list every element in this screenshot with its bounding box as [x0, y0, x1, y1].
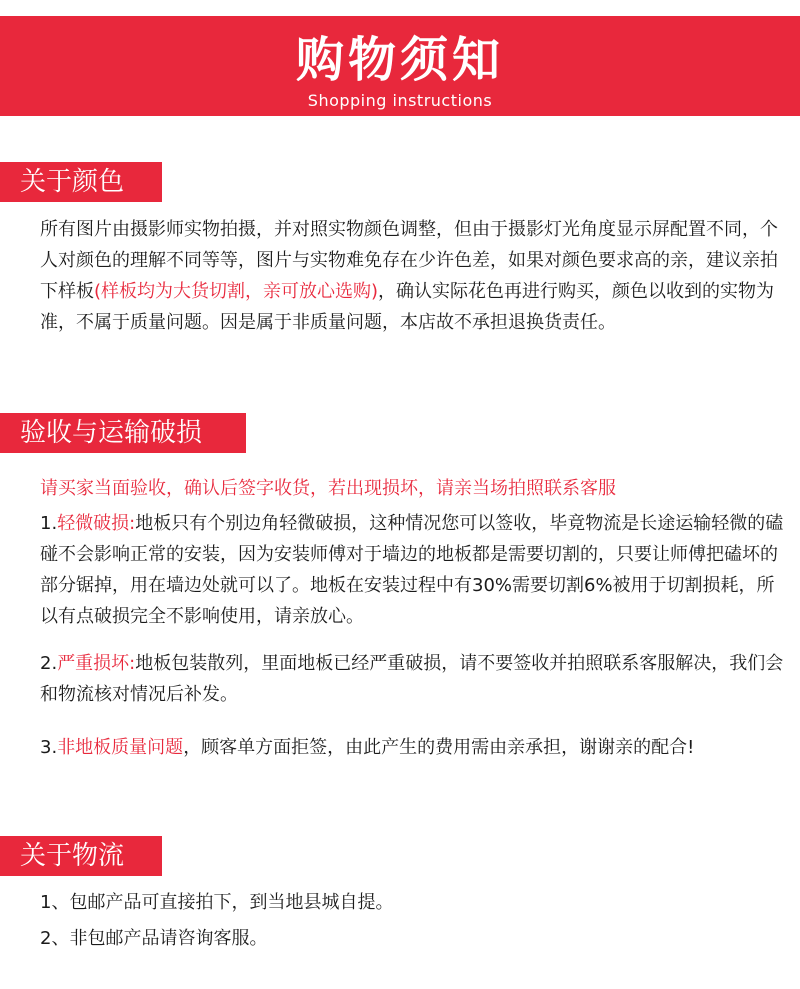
inspection-notice: 请买家当面验收，确认后签字收货，若出现损坏，请亲当场拍照联系客服 [40, 478, 616, 499]
section-color-body [40, 214, 790, 338]
item2-label: 严重损坏: [57, 653, 136, 674]
section-inspection-body [40, 473, 790, 763]
color-text-1: 所有图片由摄影师实物拍摄，并对照实物颜色调整，但由于摄影灯光角度显示屏配置不同，个人对颜色的理解不同等等，图片与实物难免存在少许色差，如果对颜色要求高的亲，建议亲拍下样板 [40, 219, 778, 302]
color-paragraph [40, 214, 790, 338]
item1-prefix: 1. [40, 513, 58, 534]
page-title: 购物须知 [295, 32, 504, 88]
item2-prefix: 2. [40, 653, 58, 674]
inspection-item-1 [40, 508, 790, 632]
color-highlight: (样板均为大货切割，亲可放心选购) [94, 281, 379, 302]
inspection-item-3 [40, 732, 790, 763]
section-title-logistics: 关于物流 [0, 836, 162, 876]
logistics-item-1: 1、包邮产品可直接拍下，到当地县城自提。 [40, 892, 394, 913]
section-title-color: 关于颜色 [0, 162, 162, 202]
item3-label: 非地板质量问题 [57, 737, 184, 758]
item1-text: 地板只有个别边角轻微破损，这种情况您可以签收，毕竟物流是长途运输轻微的磕碰不会影响正常的安装，因为安装师傅对于墙边的地板都是需要切割的，只要让师傅把磕坏的部分锯掉，用在墙边处就可以了。地板在安装过程中有30%需要切割6%被用于切割损耗，所以有点破损完全不影响使用，请亲放心。 [40, 513, 784, 627]
section-title-inspection: 验收与运输破损 [0, 413, 246, 453]
item3-prefix: 3. [40, 737, 58, 758]
item1-label: 轻微破损: [57, 513, 136, 534]
inspection-item-2 [40, 648, 790, 710]
header-banner [0, 16, 800, 116]
page-subtitle: Shopping instructions [307, 91, 493, 110]
item3-text: ，顾客单方面拒签，由此产生的费用需由亲承担，谢谢亲的配合! [183, 737, 695, 758]
item2-text: 地板包装散列，里面地板已经严重破损，请不要签收并拍照联系客服解决，我们会和物流核对情况后补发。 [40, 653, 784, 705]
section-logistics-body [40, 887, 790, 954]
logistics-item-2: 2、非包邮产品请咨询客服。 [40, 928, 268, 949]
color-text-2: ，确认实际花色再进行购买，颜色以收到的实物为准，不属于质量问题。因是属于非质量问题，本店故不承担退换货责任。 [40, 281, 775, 333]
